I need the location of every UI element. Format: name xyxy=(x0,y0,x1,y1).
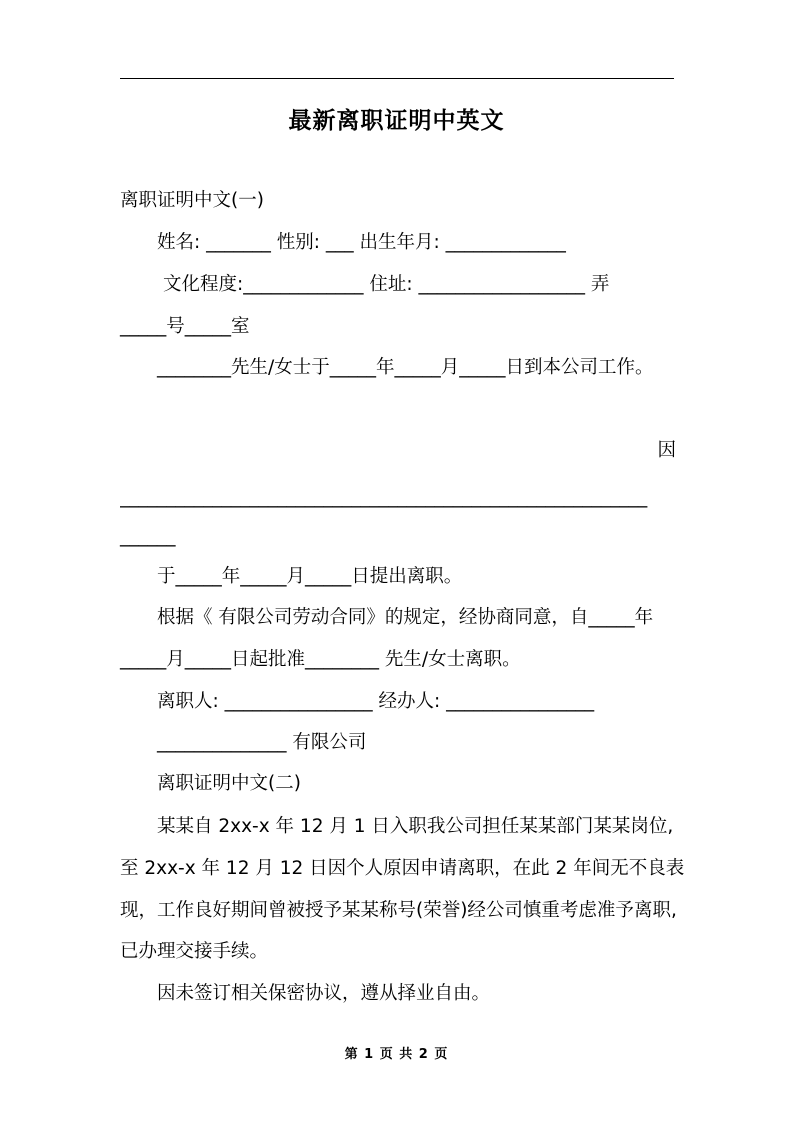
section1-heading: 离职证明中文(一) xyxy=(120,190,264,211)
paragraph2-line-4: 已办理交接手续。 xyxy=(120,941,269,962)
join-date-line: ________先生/女士于_____年_____月_____日到本公司工作。 xyxy=(157,357,654,378)
because-line: 因 xyxy=(657,440,676,461)
signers-line: 离职人: ________________ 经办人: ________________ xyxy=(157,691,595,712)
paragraph2-line-5: 因未签订相关保密协议，遵从择业自由。 xyxy=(157,983,491,1004)
section2-heading: 离职证明中文(二) xyxy=(157,773,301,794)
paragraph2-line-3: 现，工作良好期间曾被授予某某称号(荣誉)经公司慎重考虑准予离职, xyxy=(120,900,677,921)
reason-blank-line: _________________________________________________________ xyxy=(120,487,648,508)
education-address-line: 文化程度:_____________ 住址: __________________ 弄 xyxy=(163,274,610,295)
page-footer: 第 1 页 共 2 页 xyxy=(344,1047,449,1062)
contract-line-1: 根据《 有限公司劳动合同》的规定，经协商同意，自_____年 xyxy=(157,607,654,628)
reason-blank-short: ______ xyxy=(120,526,176,547)
paragraph2-line-1: 某某自 2xx-x 年 12 月 1 日入职我公司担任某某部门某某岗位, xyxy=(157,816,674,837)
room-line: _____号_____室 xyxy=(120,316,250,337)
company-line: ______________ 有限公司 xyxy=(157,732,367,753)
resign-date-line: 于_____年_____月_____日提出离职。 xyxy=(157,566,463,587)
header-rule xyxy=(120,78,674,79)
contract-line-2: _____月_____日起批准________ 先生/女士离职。 xyxy=(120,649,521,670)
name-gender-birth-line: 姓名: _______ 性别: ___ 出生年月: _____________ xyxy=(157,232,566,253)
document-title: 最新离职证明中英文 xyxy=(288,108,505,134)
paragraph2-line-2: 至 2xx-x 年 12 月 12 日因个人原因申请离职，在此 2 年间无不良表 xyxy=(120,858,685,879)
